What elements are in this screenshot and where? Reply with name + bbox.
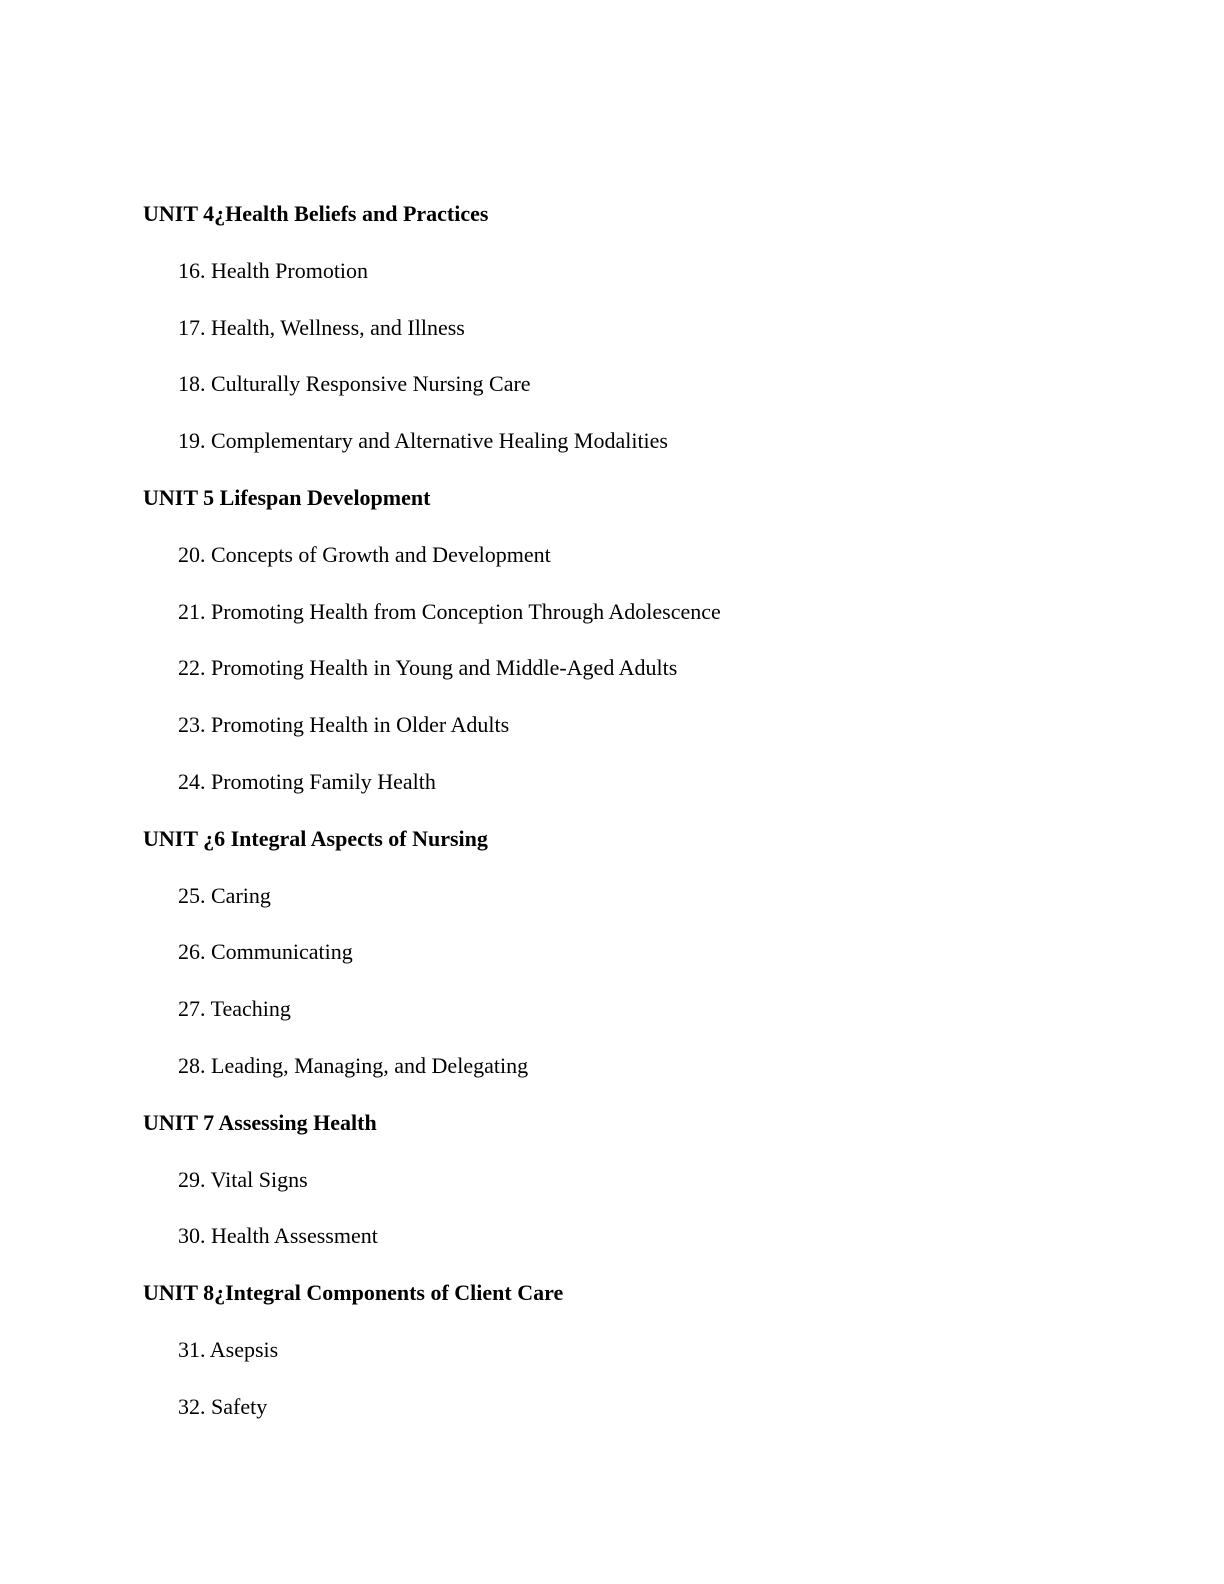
chapter-item: 30. Health Assessment: [178, 1223, 378, 1249]
chapter-item: 26. Communicating: [178, 939, 353, 965]
chapter-item: 19. Complementary and Alternative Healing Modalities: [178, 428, 668, 454]
chapter-item: 21. Promoting Health from Conception Through Adolescence: [178, 598, 721, 624]
table-of-contents: [143, 197, 1143, 1447]
unit-heading: UNIT 7 Assessing Health: [143, 1109, 377, 1135]
chapter-item: 32. Safety: [178, 1393, 268, 1419]
chapter-item: 31. Asepsis: [178, 1336, 279, 1362]
chapter-item: 29. Vital Signs: [178, 1166, 308, 1192]
chapter-item: 16. Health Promotion: [178, 257, 369, 283]
chapter-item: 27. Teaching: [178, 996, 291, 1022]
chapter-item: 22. Promoting Health in Young and Middle-Aged Adults: [178, 655, 678, 681]
chapter-item: 20. Concepts of Growth and Development: [178, 541, 551, 567]
unit-heading: UNIT 4¿Health Beliefs and Practices: [143, 201, 489, 226]
unit-heading: UNIT ¿6 Integral Aspects of Nursing: [143, 825, 488, 851]
unit-heading: UNIT 5 Lifespan Development: [143, 484, 431, 510]
chapter-item: 17. Health, Wellness, and Illness: [178, 314, 465, 340]
chapter-item: 18. Culturally Responsive Nursing Care: [178, 371, 531, 397]
unit-heading: UNIT 8¿Integral Components of Client Care: [143, 1280, 564, 1306]
chapter-item: 25. Caring: [178, 882, 271, 908]
chapter-item: 24. Promoting Family Health: [178, 768, 436, 794]
chapter-item: 28. Leading, Managing, and Delegating: [178, 1052, 529, 1078]
chapter-item: 23. Promoting Health in Older Adults: [178, 712, 510, 738]
